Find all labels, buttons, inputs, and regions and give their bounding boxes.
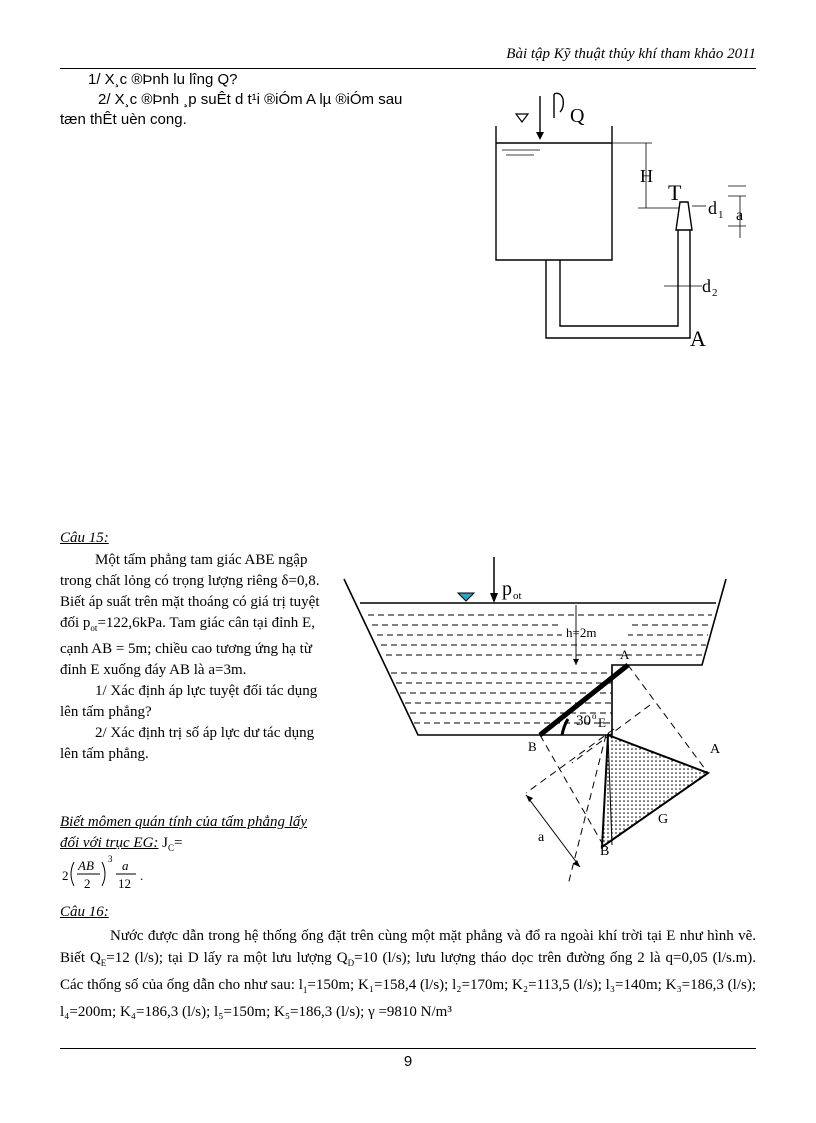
label-b-bottom: B bbox=[600, 844, 610, 859]
cau16-text-1: Nước được dẫn trong hệ thống ống đặt trên cùng một mặt phẳng và đổ ra ngoài khí trời tại E như hình vẽ. Biết Q bbox=[60, 928, 756, 966]
top-question-2: 2/ X¸c ®Þnh ¸p suÊt d t¹i ®iÓm A lµ ®iÓm sau bbox=[98, 91, 403, 108]
cau15-text bbox=[60, 550, 322, 765]
label-g: G bbox=[658, 812, 669, 827]
label-q: Q bbox=[570, 105, 585, 127]
top-question-2-cont: tæn thÊt uèn cong. bbox=[60, 111, 187, 128]
label-h: H bbox=[640, 166, 653, 186]
cau16-text-2: =12 (l/s); tại D lấy ra một lưu lượng Q bbox=[106, 950, 348, 966]
cau15-p-sub: ot bbox=[90, 623, 98, 633]
jc-eq: = bbox=[174, 835, 183, 851]
footer-rule bbox=[60, 1048, 756, 1049]
label-a-right: A bbox=[710, 742, 721, 757]
formula-den2: 12 bbox=[118, 876, 131, 891]
label-h: h=2m bbox=[566, 625, 597, 640]
formula-num2: a bbox=[122, 858, 129, 873]
cau15-note-text: Biết mômen quán tính của tấm phẳng lấy đối với trục EG: bbox=[60, 814, 308, 851]
tank-figure bbox=[480, 88, 770, 358]
label-d1: d bbox=[708, 198, 717, 218]
formula-coef: 2 bbox=[62, 868, 69, 883]
label-p-sub: ot bbox=[513, 590, 522, 602]
plate-figure bbox=[330, 555, 750, 885]
label-point-a: A bbox=[690, 326, 706, 351]
label-a-top: a bbox=[736, 207, 744, 224]
cau16-qd-sub: D bbox=[347, 958, 355, 968]
formula-exp: 3 bbox=[108, 854, 113, 864]
label-angle-sup: o bbox=[592, 711, 597, 721]
cau15-p-symbol: p bbox=[82, 615, 91, 631]
cau15-formula bbox=[60, 852, 180, 896]
page-number: 9 bbox=[403, 1053, 413, 1070]
cau15-label: Câu 15: bbox=[60, 530, 109, 546]
cau15-q2: 2/ Xác định trị số áp lực dư tác dụng lên tấm phẳng. bbox=[60, 725, 315, 762]
label-d2-sub: 2 bbox=[712, 287, 718, 299]
cau16-text-3: =10 (l/s); lưu lượng tháo dọc trên đường ống 2 là q=0,05 (l/s.m). Các thống số của ống dẫn cho như sau: l bbox=[60, 950, 756, 993]
formula-end: . bbox=[140, 868, 144, 883]
jc-sub: C bbox=[168, 843, 175, 853]
cau15-para1: Một tấm phẳng tam giác ABE ngập trong chất lỏng có trọng lượng riêng δ=0,8. Biết áp suất trên mặt thoáng có giá trị tuyệt đối bbox=[60, 552, 320, 631]
cau16-text: Nước được dẫn trong hệ thống ống đặt trên cùng một mặt phẳng và đổ ra ngoài khí trời tại E như hình vẽ. Biết $Q_E=12$ (l/s); tại D lấy ra một lưu lượng $Q_D=10$ (l/s); lưu lượng tháo dọc trên đường ống 2 là q=0,05 (l/s.m). Các thống số của ống dẫn cho như sau: $l_1=150m$; K₁=158,4 (l/s); l₂=170m; K₂=113,5 (l/s); l₃=140m; K₃=186,3 (l/s); l₄=200m; K₄=186,3 (l/s); l₅=150m; K₅=186,3 (l/s); γ =9810 N/m³ bbox=[60, 928, 756, 1020]
cau16-qe-sub: E bbox=[100, 958, 107, 968]
page-header: Bài tập Kỹ thuật thủy khí tham khảo 2011 bbox=[506, 46, 756, 62]
label-p: p bbox=[502, 578, 512, 600]
label-d2: d bbox=[702, 276, 711, 296]
label-a-dim: a bbox=[538, 830, 545, 845]
cau15-q1: 1/ Xác định áp lực tuyệt đối tác dụng lên tấm phẳng? bbox=[60, 683, 318, 720]
formula-num: AB bbox=[78, 858, 94, 873]
label-b-left: B bbox=[528, 739, 537, 754]
top-question-1: 1/ X¸c ®Þnh lu lîng Q? bbox=[88, 71, 238, 88]
label-angle: 30 bbox=[576, 713, 591, 729]
label-d1-sub: 1 bbox=[718, 209, 724, 221]
cau15-jc bbox=[162, 835, 182, 851]
label-a-top: A bbox=[620, 647, 630, 662]
label-t: T bbox=[668, 180, 682, 205]
cau16-params: =150m; K₁=158,4 (l/s); l₂=170m; K₂=113,5 (l/s); l₃=140m; K₃=186,3 (l/s); l₄=200m; K₄=186,3 (l/s); l₅=150m; K₅=186,3 (l/s); γ =9810 N/m³ bbox=[60, 977, 756, 1020]
cau16-label: Câu 16: bbox=[60, 904, 109, 920]
formula-den: 2 bbox=[84, 876, 91, 891]
header-rule bbox=[60, 68, 756, 69]
label-e: E bbox=[598, 715, 606, 730]
jc-label: J bbox=[162, 835, 168, 851]
cau15-para1b: =122,6kPa. Tam giác cân tại đỉnh E, cạnh AB = 5m; chiều cao tương ứng hạ từ đỉnh E xuống đáy AB là a=3m. bbox=[60, 615, 315, 678]
